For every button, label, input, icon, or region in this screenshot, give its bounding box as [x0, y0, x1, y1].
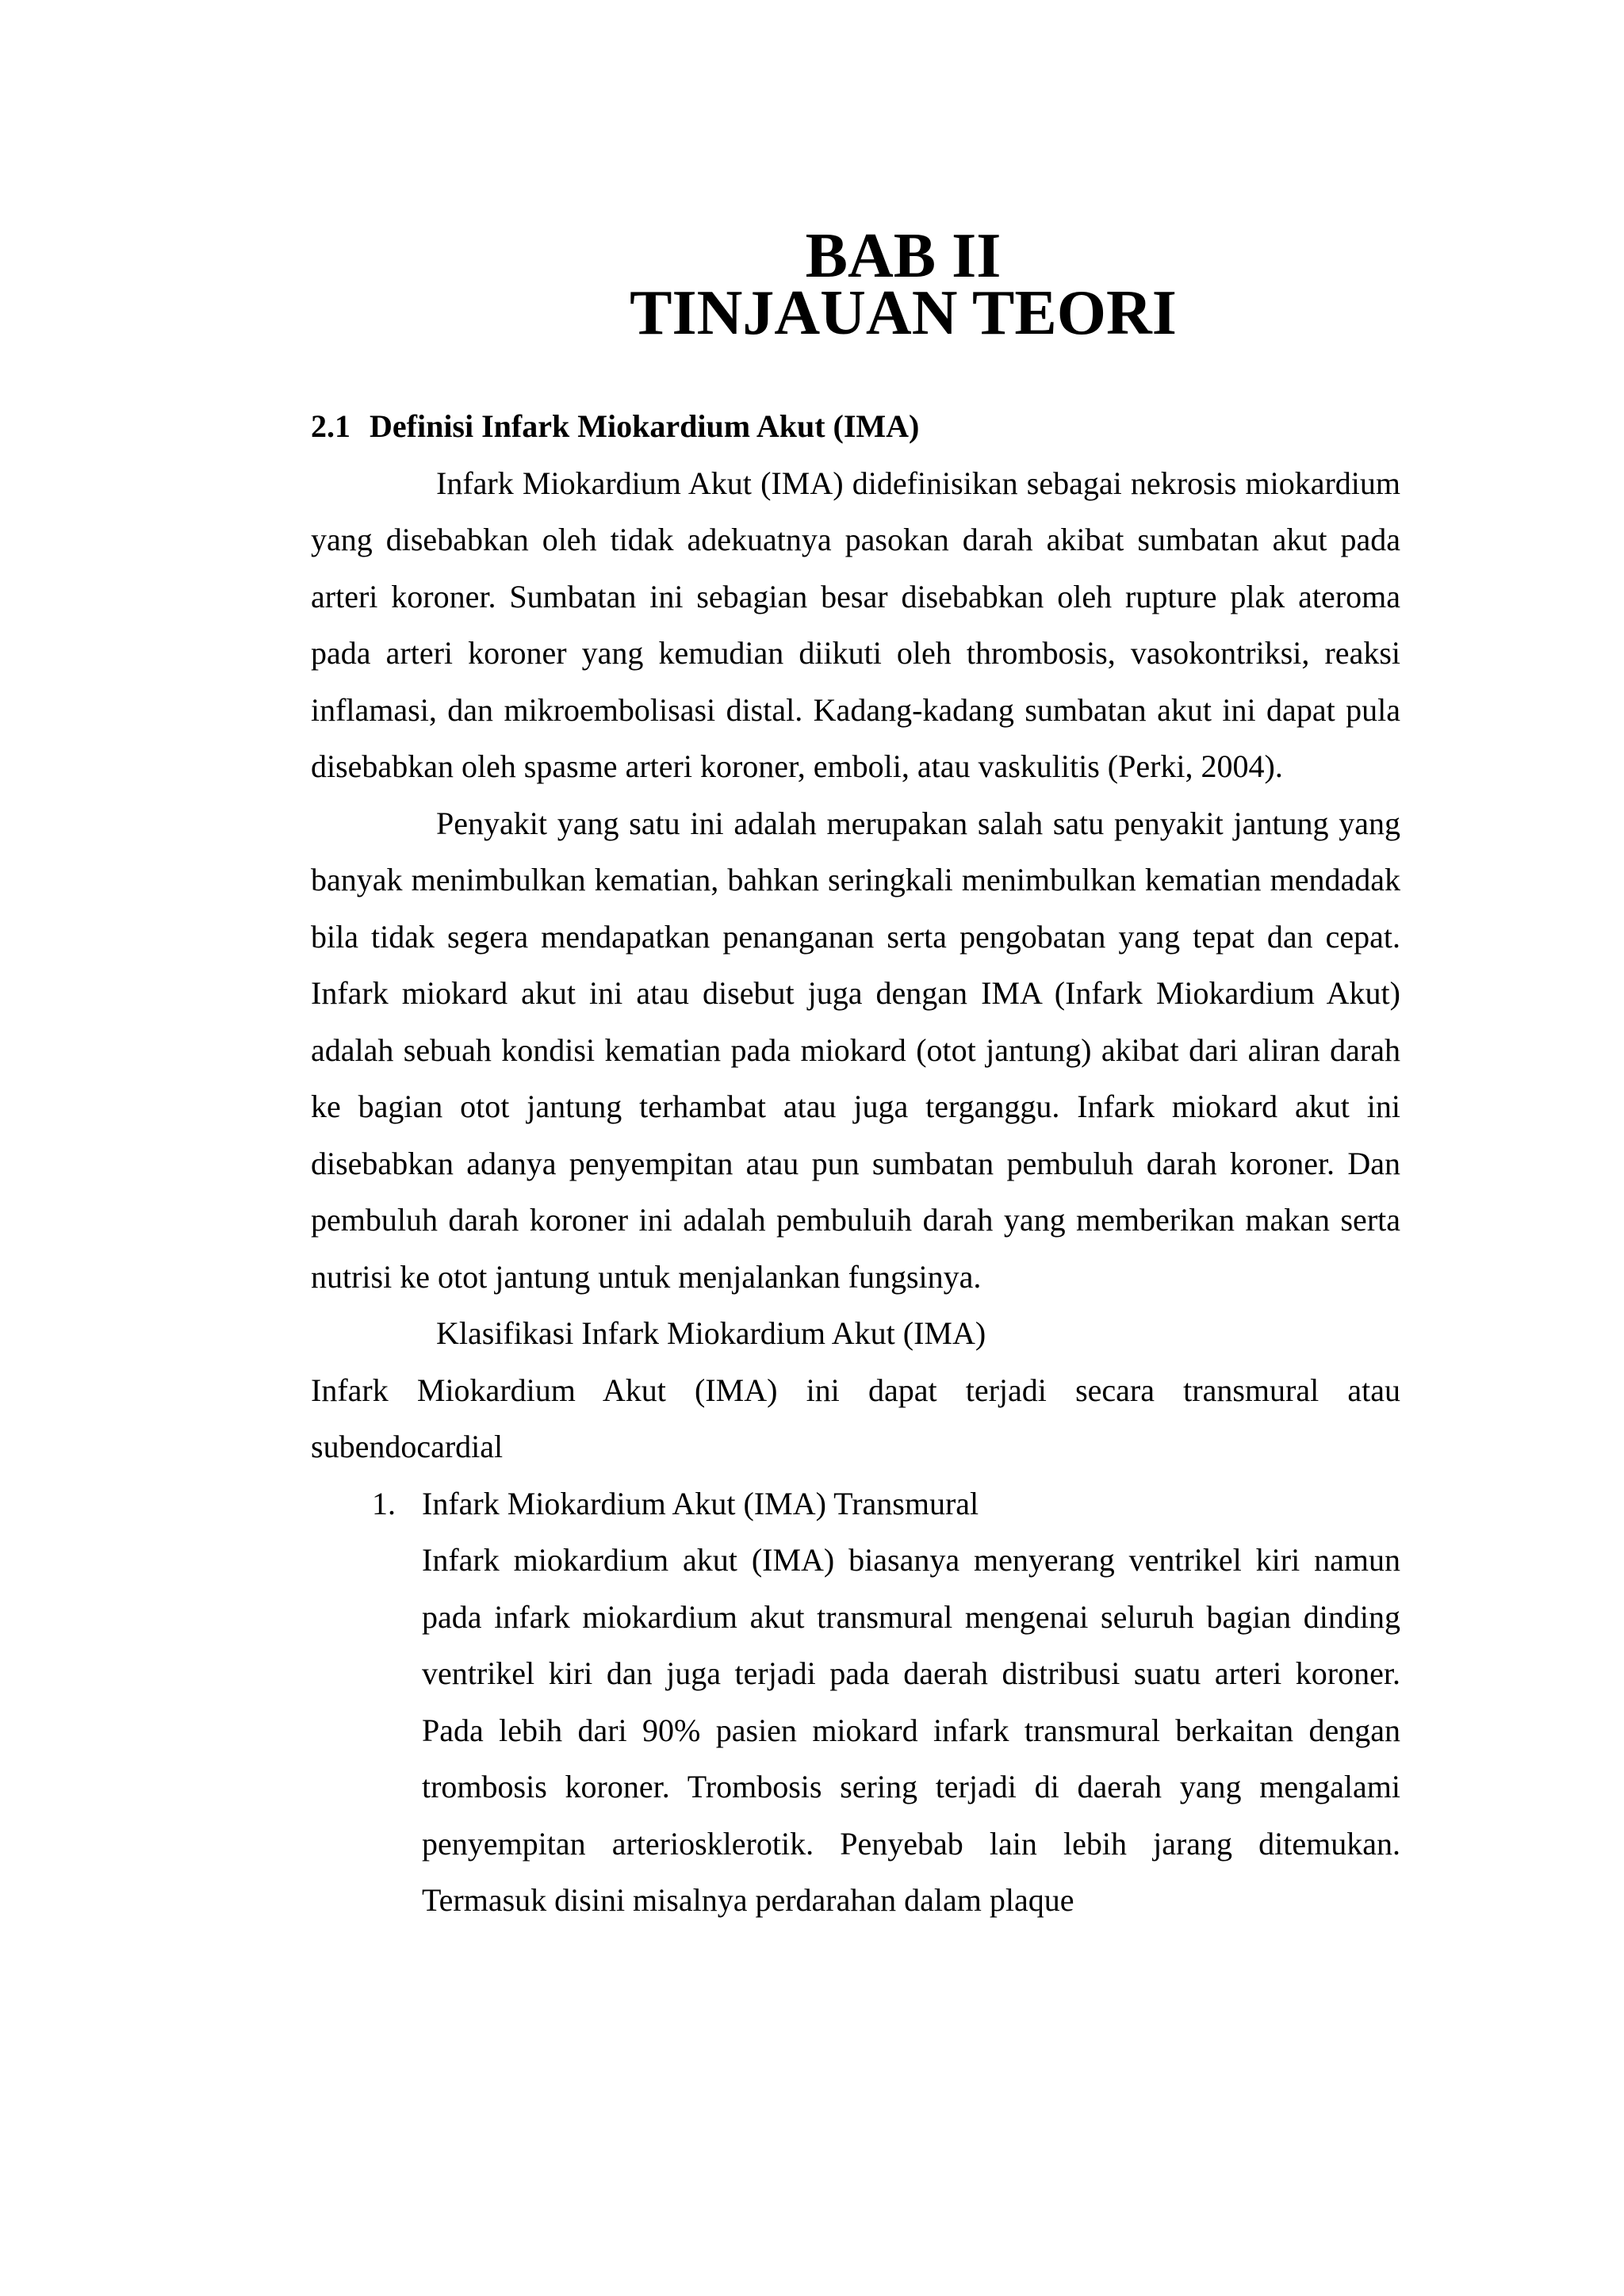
page-content: [311, 221, 1400, 1929]
paragraph-definition: Infark Miokardium Akut (IMA) didefinisikan sebagai nekrosis miokardium yang disebabkan oleh tidak adekuatnya pasokan darah akibat sumbatan akut pada arteri koroner. Sumbatan ini sebagian besar disebabkan oleh rupture plak ateroma pada arteri koroner yang kemudian diikuti oleh thrombosis, vasokontriksi, reaksi inflamasi, dan mikroembolisasi distal. Kadang-kadang sumbatan akut ini dapat pula disebabkan oleh spasme arteri koroner, emboli, atau vaskulitis (Perki, 2004).: [311, 465, 1400, 784]
chapter-number: BAB II: [805, 221, 1002, 291]
list-item-marker: 1.: [372, 1485, 396, 1521]
section-heading: [311, 398, 1400, 455]
section-title: Definisi Infark Miokardium Akut (IMA): [370, 408, 920, 444]
list-item-body: Infark miokardium akut (IMA) biasanya menyerang ventrikel kiri namun pada infark miokardium akut transmural mengenai seluruh bagian dinding ventrikel kiri dan juga terjadi pada daerah distribusi suatu arteri koroner. Pada lebih dari 90% pasien miokard infark transmural berkaitan dengan trombosis koroner. Trombosis sering terjadi di daerah yang mengalami penyempitan arteriosklerotik. Penyebab lain lebih jarang ditemukan. Termasuk disini misalnya perdarahan dalam plaque: [422, 1542, 1400, 1918]
classification-list: [311, 1475, 1400, 1929]
list-item-title: Infark Miokardium Akut (IMA) Transmural: [422, 1485, 979, 1521]
section-number: 2.1: [311, 408, 350, 444]
paragraph-description: Penyakit yang satu ini adalah merupakan salah satu penyakit jantung yang banyak menimbulkan kematian, bahkan seringkali menimbulkan kematian mendadak bila tidak segera mendapatkan penanganan serta pengobatan yang tepat dan cepat. Infark miokard akut ini atau disebut juga dengan IMA (Infark Miokardium Akut) adalah sebuah kondisi kematian pada miokard (otot jantung) akibat dari aliran darah ke bagian otot jantung terhambat atau juga terganggu. Infark miokard akut ini disebabkan adanya penyempitan atau pun sumbatan pembuluh darah koroner. Dan pembuluh darah koroner ini adalah pembuluih darah yang memberikan makan serta nutrisi ke otot jantung untuk menjalankan fungsinya.: [311, 805, 1400, 1295]
classification-title: Klasifikasi Infark Miokardium Akut (IMA): [436, 1315, 986, 1351]
chapter-heading: [311, 221, 1400, 348]
classification-intro: Infark Miokardium Akut (IMA) ini dapat terjadi secara transmural atau subendocardial: [311, 1372, 1400, 1464]
list-item: [311, 1475, 1400, 1929]
chapter-title: TINJAUAN TEORI: [630, 277, 1177, 348]
